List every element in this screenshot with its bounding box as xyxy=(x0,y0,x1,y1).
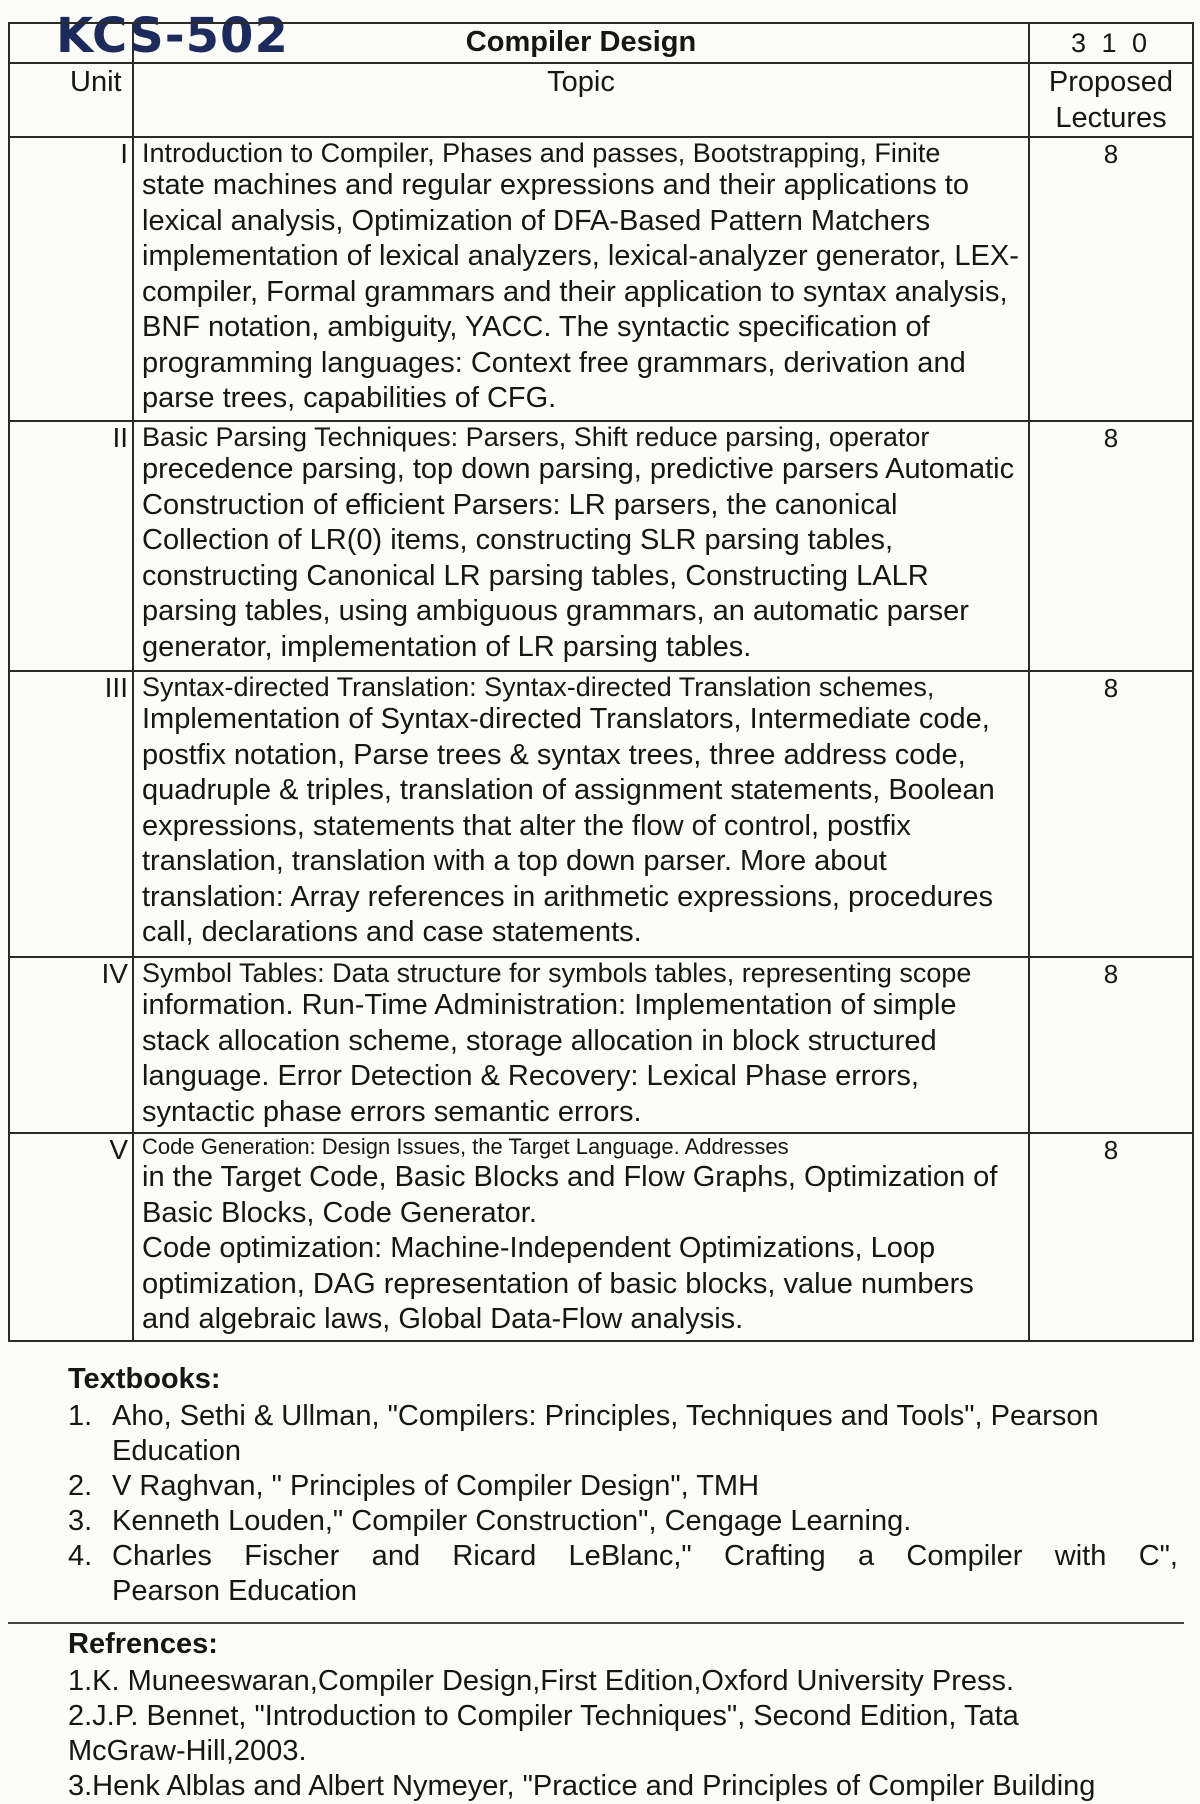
unit-row xyxy=(9,421,1193,671)
list-item-line: Pearson Education xyxy=(112,1575,358,1607)
course-header-row xyxy=(9,23,1193,63)
section-divider xyxy=(8,1622,1184,1624)
list-item-line: Charles Fischer and Ricard LeBlanc," Crafting a Compiler with C", xyxy=(112,1540,1178,1572)
unit-topic-first-line: Code Generation: Design Issues, the Target Language. Addresses xyxy=(142,1134,789,1159)
textbooks-list xyxy=(68,1399,1178,1609)
unit-row xyxy=(9,671,1193,957)
unit-topic-body: in the Target Code, Basic Blocks and Flow Graphs, Optimization of Basic Blocks, Code Generator. xyxy=(142,1161,998,1229)
unit-lectures: 8 xyxy=(1029,957,1193,1133)
course-code-cell xyxy=(9,23,133,63)
topic-header: Topic xyxy=(133,63,1029,137)
unit-lectures: 8 xyxy=(1029,421,1193,671)
list-item-line: V Raghvan, " Principles of Compiler Design", TMH xyxy=(112,1470,760,1502)
references-list xyxy=(68,1664,1178,1804)
references-section xyxy=(68,1627,1178,1804)
list-item-number: 3. xyxy=(68,1505,93,1537)
textbooks-section xyxy=(68,1362,1178,1609)
unit-topic-first-line: Basic Parsing Techniques: Parsers, Shift reduce parsing, operator xyxy=(142,422,930,452)
lectures-header-line1: Proposed xyxy=(1048,66,1174,98)
unit-number: V xyxy=(9,1133,133,1341)
unit-lectures: 8 xyxy=(1029,671,1193,957)
reference-line: McGraw-Hill,2003. xyxy=(68,1735,307,1767)
unit-topic xyxy=(133,137,1029,421)
unit-number: IV xyxy=(9,957,133,1133)
reference-line: 2.J.P. Bennet, "Introduction to Compiler Techniques", Second Edition, Tata xyxy=(68,1700,1019,1732)
unit-lectures: 8 xyxy=(1029,137,1193,421)
list-item-number: 1. xyxy=(68,1400,93,1432)
unit-lectures: 8 xyxy=(1029,1133,1193,1341)
unit-topic-body: Implementation of Syntax-directed Translators, Intermediate code, postfix notation, Parse trees & syntax trees, three address code, quadruple & triples, translation of assignment statements, Boolean expressions, statements that alter the flow of control, postfix translation, translation with a top down parser. More about translation: Array references in arithmetic expressions, procedures call, declarations and case statements. xyxy=(142,703,995,948)
lectures-header-line2: Lectures xyxy=(1055,102,1167,134)
list-item xyxy=(68,1539,1178,1609)
list-item-line: Aho, Sethi & Ullman, "Compilers: Principles, Techniques and Tools", Pearson xyxy=(112,1400,1099,1432)
unit-topic xyxy=(133,671,1029,957)
unit-topic xyxy=(133,957,1029,1133)
unit-header: Unit xyxy=(9,63,133,137)
textbooks-heading: Textbooks: xyxy=(68,1363,221,1395)
unit-topic-body: information. Run-Time Administration: Implementation of simple stack allocation scheme, storage allocation in block structured language. Error Detection & Recovery: Lexical Phase errors, syntactic phase errors semantic errors. xyxy=(142,989,957,1128)
list-item-text xyxy=(112,1399,1178,1469)
unit-row xyxy=(9,1133,1193,1341)
column-header-row xyxy=(9,63,1193,137)
list-item-number: 2. xyxy=(68,1470,93,1502)
unit-number: II xyxy=(9,421,133,671)
unit-row xyxy=(9,137,1193,421)
unit-topic-body: precedence parsing, top down parsing, predictive parsers Automatic Construction of efficient Parsers: LR parsers, the canonical Collection of LR(0) items, constructing SLR parsing tables, constructing Canonical LR parsing tables, Constructing LALR parsing tables, using ambiguous grammars, an automatic parser generator, implementation of LR parsing tables. xyxy=(142,453,1015,663)
list-item xyxy=(68,1504,1178,1539)
unit-topic-first-line: Syntax-directed Translation: Syntax-directed Translation schemes, xyxy=(142,672,935,702)
unit-row xyxy=(9,957,1193,1133)
unit-topic-body: state machines and regular expressions and their applications to lexical analysis, Optimization of DFA-Based Pattern Matchers implementation of lexical analyzers, lexical-analyzer generator, LEX-compiler, Formal grammars and their application to syntax analysis, BNF notation, ambiguity, YACC. The syntactic specification of programming languages: Context free grammars, derivation and parse trees, capabilities of CFG. xyxy=(142,169,1019,414)
unit-topic xyxy=(133,1133,1029,1341)
unit-number: III xyxy=(9,671,133,957)
course-credits: 3 1 0 xyxy=(1029,23,1193,63)
unit-topic xyxy=(133,421,1029,671)
reference-line: 1.K. Muneeswaran,Compiler Design,First Edition,Oxford University Press. xyxy=(68,1665,1015,1697)
list-item xyxy=(68,1399,1178,1469)
course-code-handwritten: KCS-502 xyxy=(56,8,289,64)
list-item-line: Kenneth Louden," Compiler Construction", Cengage Learning. xyxy=(112,1505,912,1537)
reference-line: 3.Henk Alblas and Albert Nymeyer, "Practice and Principles of Compiler Building xyxy=(68,1770,1096,1802)
list-item-text xyxy=(112,1539,1178,1609)
unit-number: I xyxy=(9,137,133,421)
list-item xyxy=(68,1469,1178,1504)
course-title: Compiler Design xyxy=(133,23,1029,63)
unit-topic-body-2: Code optimization: Machine-Independent Optimizations, Loop optimization, DAG representation of basic blocks, value numbers and algebraic laws, Global Data-Flow analysis. xyxy=(142,1232,974,1335)
unit-topic-first-line: Introduction to Compiler, Phases and passes, Bootstrapping, Finite xyxy=(142,138,941,168)
list-item-line: Education xyxy=(112,1435,241,1467)
lectures-header xyxy=(1029,63,1193,137)
list-item-number: 4. xyxy=(68,1540,93,1572)
unit-topic-first-line: Symbol Tables: Data structure for symbols tables, representing scope xyxy=(142,958,972,988)
references-heading: Refrences: xyxy=(68,1628,218,1660)
syllabus-table xyxy=(8,22,1194,1342)
